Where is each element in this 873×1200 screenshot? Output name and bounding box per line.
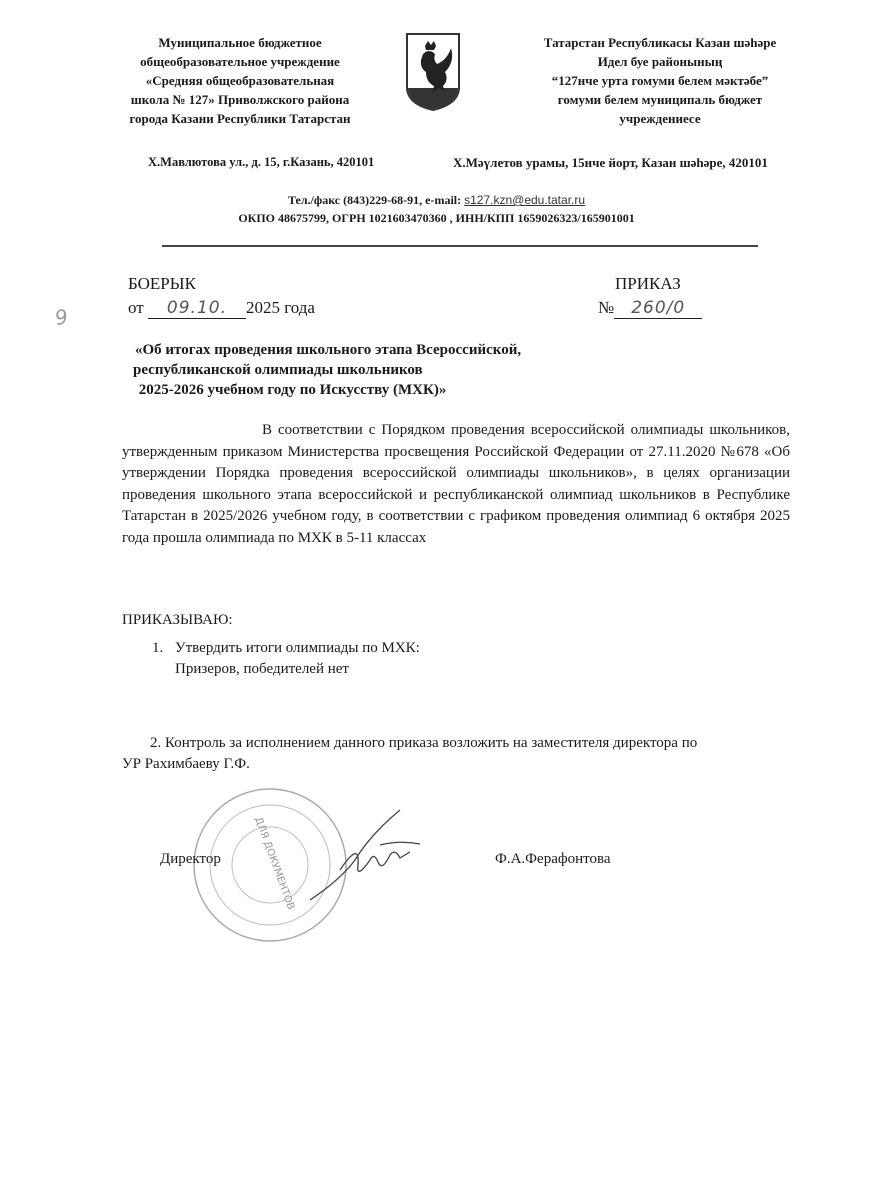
handwritten-signature (300, 800, 440, 910)
header-left-line: школа № 127» Приволжского района (130, 92, 350, 107)
prikazyvayu-label: ПРИКАЗЫВАЮ: (122, 612, 233, 628)
list-item-2 (122, 733, 802, 775)
item-subtext: Призеров, победителей нет (175, 661, 349, 677)
body-paragraph: В соответствии с Порядком проведения всероссийской олимпиады школьников, утвержденным приказом Министерства просвещения Российской Федерации от 27.11.2020 №678 «Об утверждении Порядка проведения всероссийской олимпиады школьников», в целях организации проведения школьного этапа всероссийской и республиканской олимпиад школьников в Республике Татарстан в 2025/2026 учебном году, в соответствии с графиком проведения олимпиад 6 октября 2025 года прошла олимпиада по МХК в 5-11 классах (122, 422, 790, 546)
number-handwritten: 260/0 (614, 298, 702, 319)
phone-fax: Тел./факс (843)229-68-91, e-mail: (287, 193, 465, 207)
header-right-line: Татарстан Республикасы Казан шәһәре (543, 35, 777, 50)
title-line: республиканской олимпиады школьников (133, 362, 423, 378)
order-number (598, 298, 702, 319)
boeryk-label: БОЕРЫК (128, 274, 196, 293)
header-right-line: гомуми белем муниципаль бюджет (557, 92, 763, 107)
item-text: Утвердить итоги олимпиады по МХК: (175, 640, 420, 656)
header-left-line: «Средняя общеобразовательная (145, 73, 335, 88)
date-handwritten: 09.10. (148, 298, 246, 319)
prikaz-label: ПРИКАЗ (615, 274, 681, 293)
date-suffix: 2025 года (245, 298, 315, 317)
item-text: Контроль за исполнением данного приказа возложить на заместителя директора по (165, 735, 698, 751)
signer-role: Директор (160, 851, 221, 867)
margin-note: 9 (53, 303, 71, 331)
stamp-text: ДЛЯ ДОКУМЕНТОВ (252, 815, 297, 912)
header-right-line: учреждениесе (619, 111, 701, 126)
header-right (510, 33, 810, 128)
header-left-line: города Казани Республики Татарстан (129, 111, 351, 126)
address-ru: Х.Мавлютова ул., д. 15, г.Казань, 420101 (148, 155, 375, 169)
kazan-coat-of-arms-emblem (405, 32, 461, 112)
email-link[interactable]: s127.kzn@edu.tatar.ru (464, 193, 586, 207)
item-number: 2. (150, 735, 162, 751)
number-prefix: № (598, 298, 615, 317)
item-continuation: УР Рахимбаеву Г.Ф. (122, 756, 250, 772)
header-divider (162, 245, 758, 247)
list-item-1 (152, 638, 420, 680)
signer-name: Ф.А.Ферафонтова (495, 851, 611, 867)
header-right-line: Идел буе районының (597, 54, 723, 69)
header-left-line: Муниципальное бюджетное (158, 35, 322, 50)
header-left-line: общеобразовательное учреждение (140, 54, 340, 69)
header-right-line: “127нче урта гомуми белем мәктәбе” (551, 73, 769, 88)
date-prefix: от (128, 298, 144, 317)
title-line: 2025-2026 учебном году по Искусству (МХК)» (135, 382, 447, 398)
title-line: «Об итогах проведения школьного этапа Всероссийской, (135, 342, 522, 358)
order-title (135, 340, 521, 400)
address-tt: Х.Мәүлетов урамы, 15нче йорт, Казан шәһәре, 420101 (453, 155, 768, 170)
item-number: 1. (152, 640, 164, 656)
contact-line (0, 191, 873, 209)
order-date (128, 298, 315, 319)
registration-codes: ОКПО 48675799, ОГРН 1021603470360 , ИНН/КПП 1659026323/165901001 (238, 211, 635, 225)
header-left (90, 33, 390, 128)
